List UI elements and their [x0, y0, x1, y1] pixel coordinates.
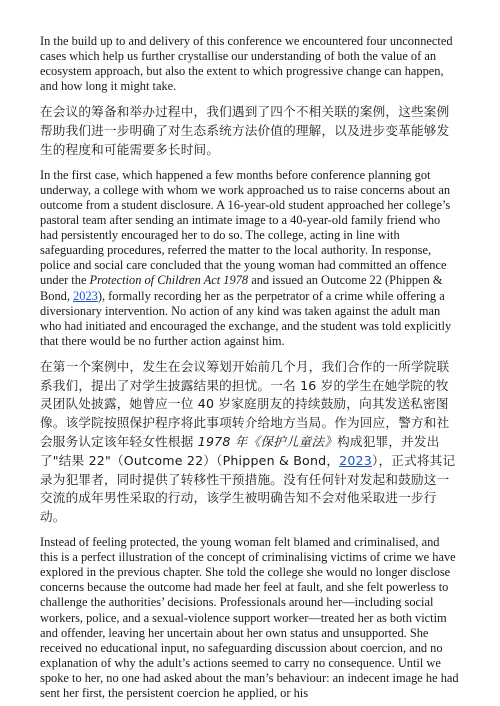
text-segment: 构成犯罪，并发出了"结果 22"（Outcome 22）（Phippen & Bond， — [40, 434, 440, 468]
text-segment: 在第一个案例中，发生在会议筹划开始前几个月，我们合作的一所学院联系我们，提出了对学生披露结果的担忧。一名 16 岁的学生在她学院的牧灵团队处披露，她曾应一位 40 岁家庭朋友的持续鼓励，向其发送私密图像。该学院按照保护程序将此事项转介给地方当局。作为回应，警方和社会服务认定该年轻女性根据 — [40, 358, 450, 450]
paragraph-criminalised-en: Instead of feeling protected, the young woman felt blamed and criminalised, and this is a perfect illustration of the concept of criminalising victims of crime we have explored in the previous chapter. She told the college she would no longer disclose concerns because the outcome had made her feel at fault, and she felt powerless to challenge the authorities’ decisions. Professionals around her—including social workers, police, and a sexual-violence support worker—treated her as both victim and offender, leaving her uncertain about her own status and unsupported. She received no educational input, no safeguarding discussion about coercion, and no explanation of why the adult’s actions seemed to carry no consequence. Until we spoke to her, no one had asked about the man’s behaviour: an indecent image he had sent her first, the persistent coercion he applied, or his — [40, 535, 459, 700]
paragraph-intro-en: In the build up to and delivery of this conference we encountered four unconnected cases which help us further crystallise our understanding of both the value of an ecosystem approach, but also the extent to which progressive change can happen, and how long it might take. — [40, 34, 453, 94]
text-segment: In the first case, which happened a few months before conference planning got underway, a college with whom we work approached us to raise concerns about an outcome from a student disclosure. A 16-year-old student approached her college’s pastoral team after sending an intimate image to a 40-year-old family friend who had persistently encouraged her to do so. The college, acting in line with safeguarding procedures, referred the matter to the local authority. In response, police and social care concluded that the young woman had committed an offence under the — [40, 167, 451, 288]
text-segment: ), formally recording her as the perpetrator of a crime while offering a diversionary intervention. No action of any kind was taken against the adult man who had initiated and encouraged the exchange, and the student was told explicitly that there would be no further action against him. — [40, 288, 452, 348]
text-segment: ），正式将其记录为犯罪者，同时提供了转移性干预措施。没有任何针对发起和鼓励这一交流的成年男性采取的行动，该学生被明确告知不会对他采取进一步行动。 — [40, 452, 456, 525]
paragraph-intro-zh: 在会议的筹备和举办过程中，我们遇到了四个不相关联的案例，这些案例帮助我们进一步明确了对生态系统方法价值的理解，以及进步变革能够发生的程度和可能需要多长时间。 — [40, 104, 450, 157]
act-title: Protection of Children Act 1978 — [89, 273, 249, 288]
paragraph-first-case-zh — [40, 358, 460, 527]
text-segment: and issued an Outcome 22 (Phippen & Bond, — [40, 273, 443, 303]
paragraph-first-case-en — [40, 168, 460, 349]
citation-link-2023[interactable]: 2023 — [73, 288, 98, 303]
act-title: 1978 年《保护儿童法》 — [197, 434, 338, 450]
citation-link-2023[interactable]: 2023 — [339, 452, 372, 468]
